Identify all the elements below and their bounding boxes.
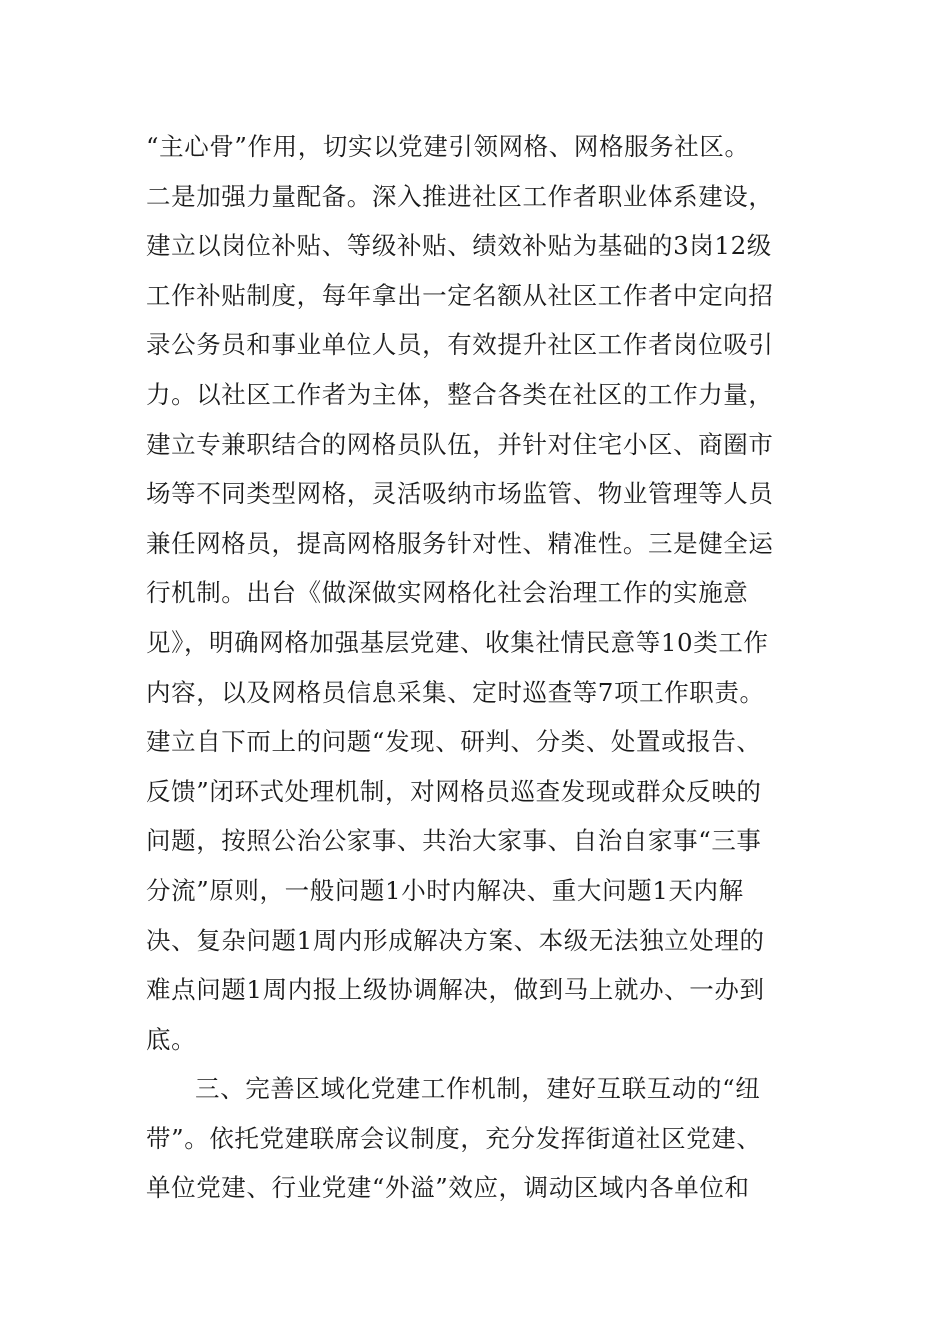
text-line: 录公务员和事业单位人员，有效提升社区工作者岗位吸引	[146, 330, 774, 360]
text-line: 难点问题1周内报上级协调解决，做到马上就办、一办到	[146, 975, 765, 1005]
body-text	[146, 122, 810, 1213]
text-line: 见》，明确网格加强基层党建、收集社情民意等10类工作	[146, 627, 769, 657]
text-line: 行机制。出台《做深做实网格化社会治理工作的实施意	[146, 578, 749, 608]
text-line: 兼任网格员，提高网格服务针对性、精准性。三是健全运	[146, 528, 774, 558]
text-line: 建立专兼职结合的网格员队伍，并针对住宅小区、商圈市	[146, 429, 774, 459]
text-line: 底。	[146, 1024, 197, 1054]
text-line: 建立以岗位补贴、等级补贴、绩效补贴为基础的3岗12级	[146, 231, 772, 261]
text-line: 问题，按照公治公家事、共治大家事、自治自家事“三事	[146, 826, 762, 856]
text-line: 力。以社区工作者为主体，整合各类在社区的工作力量，	[146, 379, 774, 409]
text-line: 反馈”闭环式处理机制，对网格员巡查发现或群众反映的	[146, 776, 762, 806]
text-line: 分流”原则，一般问题1小时内解决、重大问题1天内解	[146, 875, 744, 905]
text-line: 带”。依托党建联席会议制度，充分发挥街道社区党建、	[146, 1123, 762, 1153]
text-line: 建立自下而上的问题“发现、研判、分类、处置或报告、	[146, 727, 762, 757]
section-heading-line: 三、完善区域化党建工作机制，建好互联互动的“纽	[195, 1074, 761, 1104]
text-line: 工作补贴制度，每年拿出一定名额从社区工作者中定向招	[146, 280, 774, 310]
text-line: “主心骨”作用，切实以党建引领网格、网格服务社区。	[146, 132, 750, 161]
text-line: 二是加强力量配备。深入推进社区工作者职业体系建设，	[146, 181, 774, 211]
text-line: 内容，以及网格员信息采集、定时巡查等7项工作职责。	[146, 677, 765, 707]
text-line: 单位党建、行业党建“外溢”效应，调动区域内各单位和	[146, 1173, 750, 1203]
text-line: 场等不同类型网格，灵活吸纳市场监管、物业管理等人员	[146, 479, 774, 509]
text-line: 决、复杂问题1周内形成解决方案、本级无法独立处理的	[146, 925, 765, 955]
